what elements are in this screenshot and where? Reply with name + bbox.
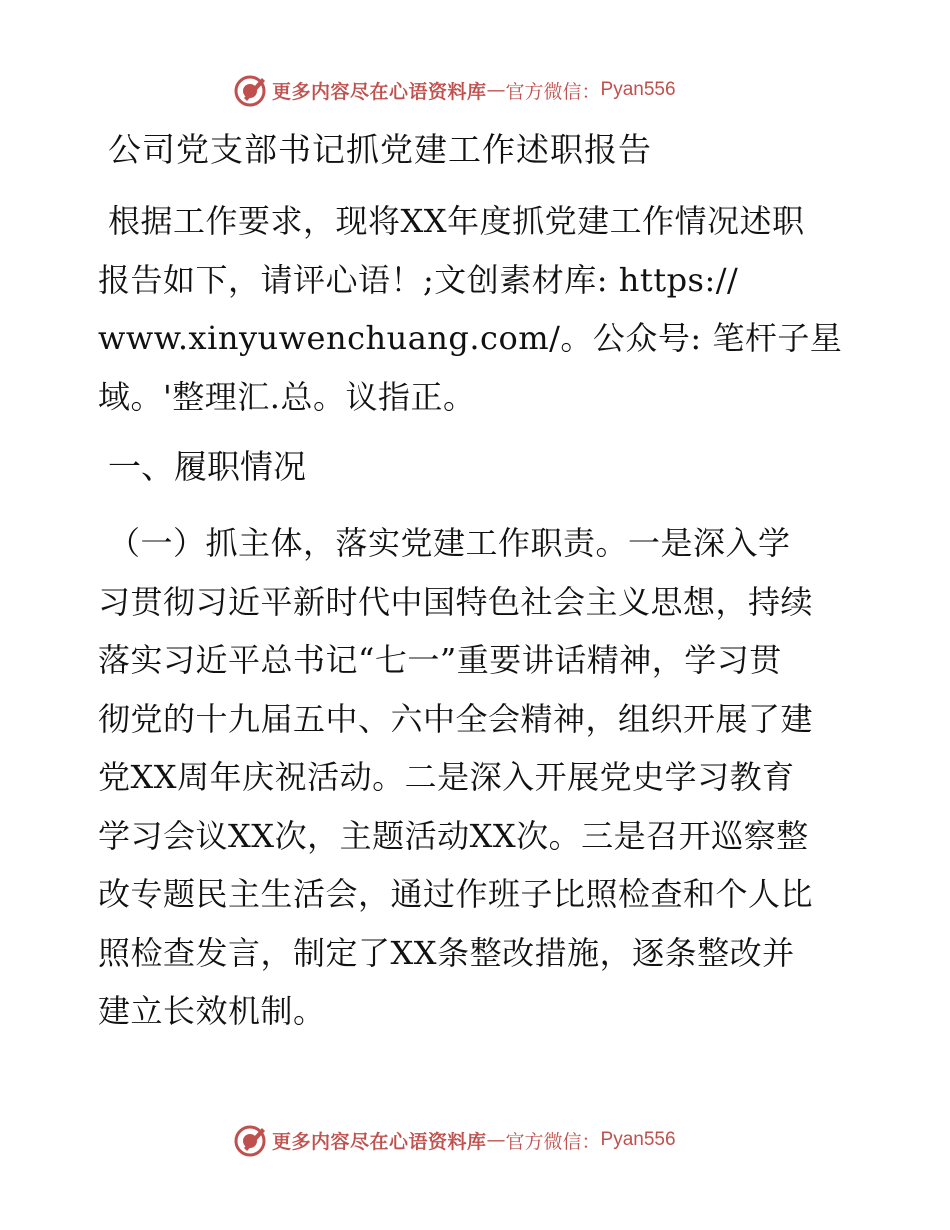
intro-line: www.xinyuwenchuang.com/。公众号: 笔杆子星 (98, 319, 843, 357)
banner-separator: — (486, 1129, 506, 1151)
section-heading: 一、履职情况 (108, 447, 306, 486)
body-line: 落实习近平总书记“七一”重要讲话精神，学习贯 (98, 641, 782, 679)
banner-separator: — (486, 79, 506, 101)
banner-main-text: 更多内容尽在心语资料库 (272, 80, 487, 103)
banner-wechat-id: Pyan556 (600, 79, 676, 100)
pen-logo-icon (232, 72, 268, 108)
intro-line: 报告如下，请评心语！;文创素材库: https:// (98, 260, 739, 299)
section-1-paragraph (98, 514, 858, 1041)
banner-wechat-label: 官方微信： (505, 1130, 601, 1153)
body-line: 改专题民主生活会，通过作班子比照检查和个人比 (98, 875, 814, 913)
body-line: 照检查发言，制定了XX条整改措施，逐条整改并 (98, 933, 795, 972)
body-line: 建立长效机制。 (98, 992, 326, 1030)
body-line: 党XX周年庆祝活动。二是深入开展党史学习教育 (98, 758, 795, 796)
body-line: 彻党的十九届五中、六中全会精神，组织开展了建 (98, 699, 814, 738)
banner-wechat-id: Pyan556 (600, 1129, 676, 1150)
banner-main-text: 更多内容尽在心语资料库 (272, 1130, 487, 1153)
intro-line: 域。'整理汇.总。议指正。 (98, 377, 476, 416)
header-watermark-banner (232, 70, 676, 110)
footer-watermark-banner (232, 1120, 676, 1160)
body-line: （一）抓主体，落实党建工作职责。一是深入学 (108, 524, 791, 562)
pen-logo-icon (232, 1122, 268, 1158)
body-line: 习贯彻习近平新时代中国特色社会主义思想，持续 (98, 582, 814, 621)
intro-paragraph (98, 192, 858, 426)
document-title: 公司党支部书记抓党建工作述职报告 (108, 130, 652, 169)
banner-wechat-label: 官方微信： (505, 80, 601, 103)
body-line: 学习会议XX次，主题活动XX次。三是召开巡察整 (98, 816, 809, 855)
intro-line: 根据工作要求，现将XX年度抓党建工作情况述职 (108, 202, 805, 240)
